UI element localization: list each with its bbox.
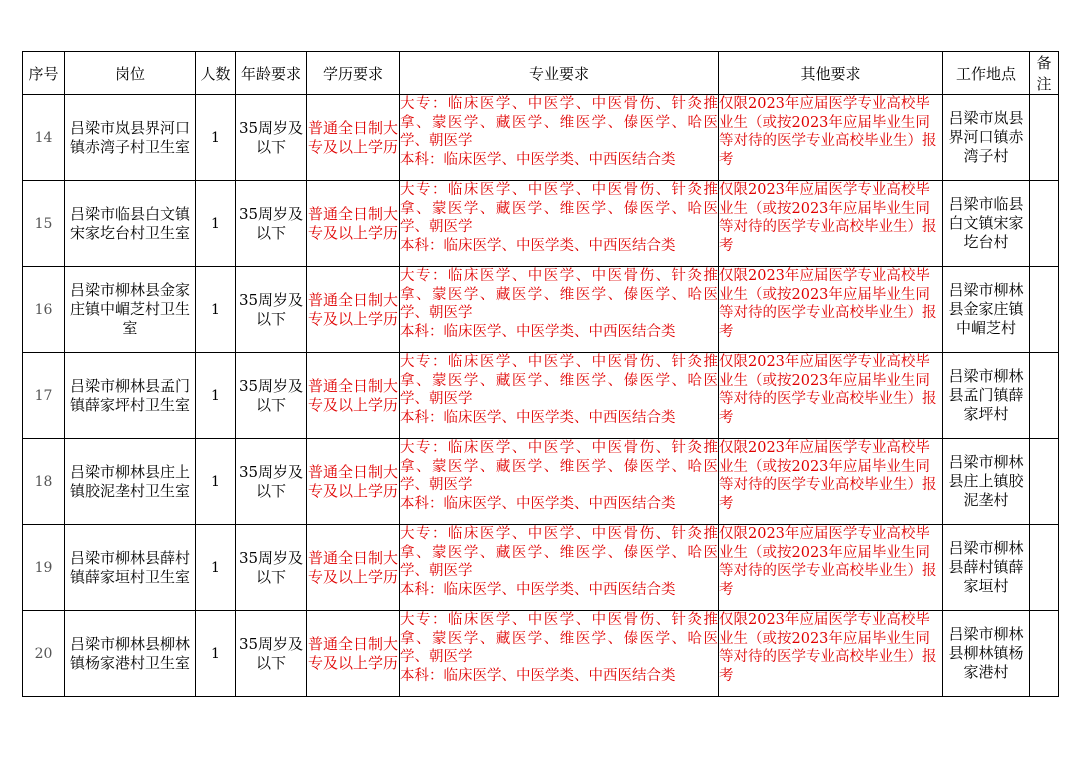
cell-major xyxy=(400,439,719,525)
cell-seq: 16 xyxy=(23,267,65,353)
header-location: 工作地点 xyxy=(943,52,1030,95)
cell-other: 仅限2023年应届医学专业高校毕业生（或按2023年应届毕业生同等对待的医学专业高校毕业生）报考 xyxy=(719,611,943,697)
cell-education: 普通全日制大专及以上学历 xyxy=(307,353,400,439)
cell-note xyxy=(1030,95,1059,181)
cell-education: 普通全日制大专及以上学历 xyxy=(307,439,400,525)
major-college: 大专：临床医学、中医学、中医骨伤、针灸推拿、蒙医学、藏医学、维医学、傣医学、哈医学、朝医学 xyxy=(400,182,718,235)
cell-seq: 14 xyxy=(23,95,65,181)
cell-age: 35周岁及以下 xyxy=(236,525,307,611)
cell-major xyxy=(400,353,719,439)
header-seq: 序号 xyxy=(23,52,65,95)
cell-note xyxy=(1030,267,1059,353)
major-bachelor: 本科：临床医学、中医学类、中西医结合类 xyxy=(400,495,676,512)
major-college: 大专：临床医学、中医学、中医骨伤、针灸推拿、蒙医学、藏医学、维医学、傣医学、哈医学、朝医学 xyxy=(400,612,718,665)
header-major: 专业要求 xyxy=(400,52,719,95)
cell-post: 吕梁市临县白文镇宋家圪台村卫生室 xyxy=(65,181,196,267)
cell-age: 35周岁及以下 xyxy=(236,181,307,267)
table-row xyxy=(23,95,1059,181)
header-age: 年龄要求 xyxy=(236,52,307,95)
cell-education: 普通全日制大专及以上学历 xyxy=(307,181,400,267)
major-college: 大专：临床医学、中医学、中医骨伤、针灸推拿、蒙医学、藏医学、维医学、傣医学、哈医学、朝医学 xyxy=(400,526,718,579)
major-bachelor: 本科：临床医学、中医学类、中西医结合类 xyxy=(400,151,676,168)
cell-location: 吕梁市岚县界河口镇赤湾子村 xyxy=(943,95,1030,181)
cell-count: 1 xyxy=(196,353,236,439)
cell-count: 1 xyxy=(196,181,236,267)
cell-seq: 15 xyxy=(23,181,65,267)
header-count: 人数 xyxy=(196,52,236,95)
header-post: 岗位 xyxy=(65,52,196,95)
cell-note xyxy=(1030,353,1059,439)
cell-major xyxy=(400,611,719,697)
major-bachelor: 本科：临床医学、中医学类、中西医结合类 xyxy=(400,667,676,684)
cell-location: 吕梁市临县白文镇宋家圪台村 xyxy=(943,181,1030,267)
cell-location: 吕梁市柳林县薛村镇薛家垣村 xyxy=(943,525,1030,611)
cell-count: 1 xyxy=(196,95,236,181)
cell-education: 普通全日制大专及以上学历 xyxy=(307,95,400,181)
cell-note xyxy=(1030,525,1059,611)
cell-note xyxy=(1030,181,1059,267)
cell-post: 吕梁市柳林县柳林镇杨家港村卫生室 xyxy=(65,611,196,697)
header-note: 备注 xyxy=(1030,52,1059,95)
table-row xyxy=(23,267,1059,353)
cell-age: 35周岁及以下 xyxy=(236,353,307,439)
table-row xyxy=(23,611,1059,697)
cell-post: 吕梁市岚县界河口镇赤湾子村卫生室 xyxy=(65,95,196,181)
header-education: 学历要求 xyxy=(307,52,400,95)
cell-count: 1 xyxy=(196,267,236,353)
cell-seq: 18 xyxy=(23,439,65,525)
cell-location: 吕梁市柳林县庄上镇胶泥垄村 xyxy=(943,439,1030,525)
cell-age: 35周岁及以下 xyxy=(236,95,307,181)
cell-note xyxy=(1030,611,1059,697)
cell-post: 吕梁市柳林县金家庄镇中嵋芝村卫生室 xyxy=(65,267,196,353)
recruitment-table xyxy=(22,51,1059,697)
cell-location: 吕梁市柳林县孟门镇薛家坪村 xyxy=(943,353,1030,439)
cell-post: 吕梁市柳林县薛村镇薛家垣村卫生室 xyxy=(65,525,196,611)
major-college: 大专：临床医学、中医学、中医骨伤、针灸推拿、蒙医学、藏医学、维医学、傣医学、哈医学、朝医学 xyxy=(400,268,718,321)
major-bachelor: 本科：临床医学、中医学类、中西医结合类 xyxy=(400,323,676,340)
cell-note xyxy=(1030,439,1059,525)
cell-count: 1 xyxy=(196,525,236,611)
cell-education: 普通全日制大专及以上学历 xyxy=(307,525,400,611)
table-row xyxy=(23,181,1059,267)
cell-education: 普通全日制大专及以上学历 xyxy=(307,267,400,353)
cell-seq: 20 xyxy=(23,611,65,697)
cell-other: 仅限2023年应届医学专业高校毕业生（或按2023年应届毕业生同等对待的医学专业高校毕业生）报考 xyxy=(719,95,943,181)
cell-major xyxy=(400,525,719,611)
major-bachelor: 本科：临床医学、中医学类、中西医结合类 xyxy=(400,581,676,598)
cell-education: 普通全日制大专及以上学历 xyxy=(307,611,400,697)
cell-age: 35周岁及以下 xyxy=(236,611,307,697)
cell-seq: 17 xyxy=(23,353,65,439)
cell-post: 吕梁市柳林县孟门镇薛家坪村卫生室 xyxy=(65,353,196,439)
cell-count: 1 xyxy=(196,439,236,525)
cell-major xyxy=(400,95,719,181)
major-college: 大专：临床医学、中医学、中医骨伤、针灸推拿、蒙医学、藏医学、维医学、傣医学、哈医学、朝医学 xyxy=(400,96,718,149)
cell-other: 仅限2023年应届医学专业高校毕业生（或按2023年应届毕业生同等对待的医学专业高校毕业生）报考 xyxy=(719,353,943,439)
header-other: 其他要求 xyxy=(719,52,943,95)
header-row xyxy=(23,52,1059,95)
cell-major xyxy=(400,267,719,353)
table-row xyxy=(23,353,1059,439)
cell-other: 仅限2023年应届医学专业高校毕业生（或按2023年应届毕业生同等对待的医学专业高校毕业生）报考 xyxy=(719,267,943,353)
major-college: 大专：临床医学、中医学、中医骨伤、针灸推拿、蒙医学、藏医学、维医学、傣医学、哈医学、朝医学 xyxy=(400,354,718,407)
cell-age: 35周岁及以下 xyxy=(236,267,307,353)
cell-seq: 19 xyxy=(23,525,65,611)
cell-count: 1 xyxy=(196,611,236,697)
cell-location: 吕梁市柳林县柳林镇杨家港村 xyxy=(943,611,1030,697)
cell-other: 仅限2023年应届医学专业高校毕业生（或按2023年应届毕业生同等对待的医学专业高校毕业生）报考 xyxy=(719,525,943,611)
cell-major xyxy=(400,181,719,267)
major-bachelor: 本科：临床医学、中医学类、中西医结合类 xyxy=(400,237,676,254)
table-row xyxy=(23,525,1059,611)
cell-age: 35周岁及以下 xyxy=(236,439,307,525)
table-row xyxy=(23,439,1059,525)
cell-post: 吕梁市柳林县庄上镇胶泥垄村卫生室 xyxy=(65,439,196,525)
major-college: 大专：临床医学、中医学、中医骨伤、针灸推拿、蒙医学、藏医学、维医学、傣医学、哈医学、朝医学 xyxy=(400,440,718,493)
cell-other: 仅限2023年应届医学专业高校毕业生（或按2023年应届毕业生同等对待的医学专业高校毕业生）报考 xyxy=(719,181,943,267)
cell-other: 仅限2023年应届医学专业高校毕业生（或按2023年应届毕业生同等对待的医学专业高校毕业生）报考 xyxy=(719,439,943,525)
major-bachelor: 本科：临床医学、中医学类、中西医结合类 xyxy=(400,409,676,426)
cell-location: 吕梁市柳林县金家庄镇中嵋芝村 xyxy=(943,267,1030,353)
